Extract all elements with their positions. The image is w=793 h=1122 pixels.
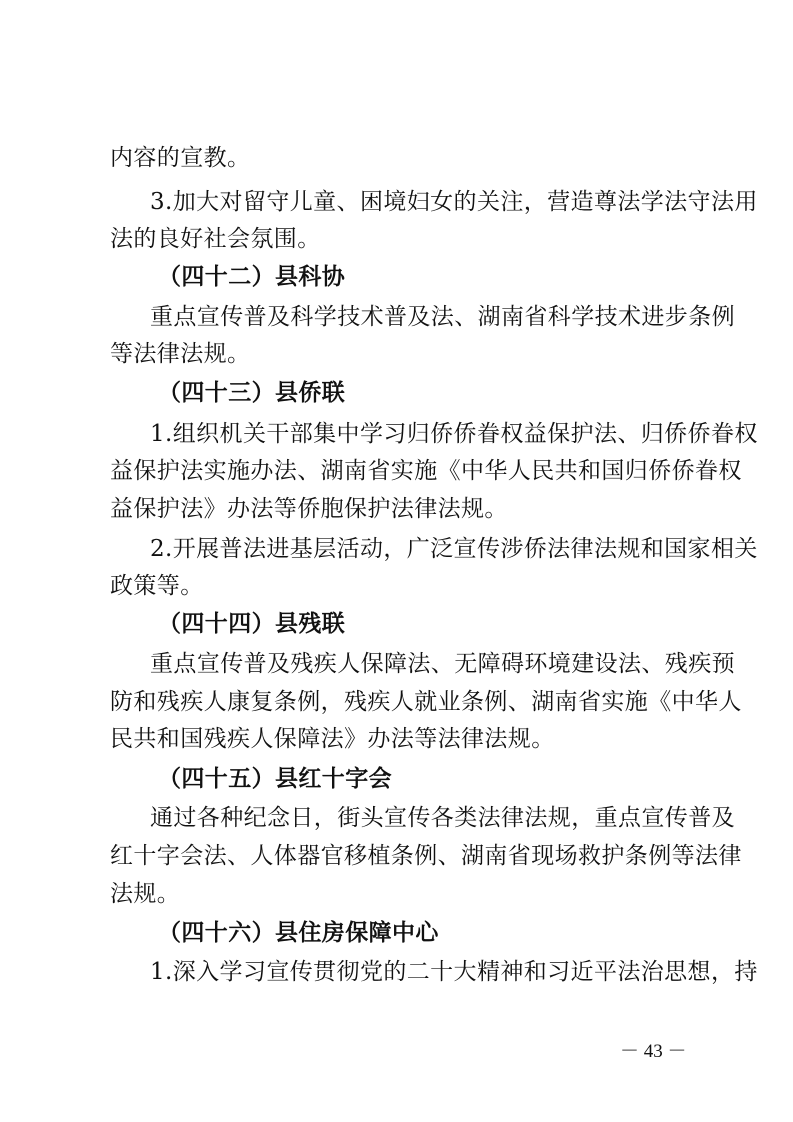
page-number: － 43 － [620,1041,687,1062]
section-heading-42: （四十二）县科协 [158,263,346,290]
text-line: 政策等。 [110,573,204,599]
text-line-item: 1.组织机关干部集中学习归侨侨眷权益保护法、归侨侨眷权 [150,421,758,447]
text-line: 等法律法规。 [110,341,251,367]
text-line: 民共和国残疾人保障法》办法等法律法规。 [110,726,555,752]
section-heading-43: （四十三）县侨联 [158,379,346,406]
text-line: 法的良好社会氛围。 [110,226,321,252]
text-line: 重点宣传普及残疾人保障法、无障碍环境建设法、残疾预 [150,651,735,677]
text-line-item: 3.加大对留守儿童、困境妇女的关注，营造尊法学法守法用 [150,189,758,215]
section-heading-46: （四十六）县住房保障中心 [158,919,439,946]
text-line: 法规。 [110,881,181,907]
text-line: 通过各种纪念日，街头宣传各类法律法规，重点宣传普及 [150,805,735,831]
text-line: 重点宣传普及科学技术普及法、湖南省科学技术进步条例 [150,304,735,330]
text-line: 益保护法》办法等侨胞保护法律法规。 [110,496,508,522]
text-line-continuation: 内容的宣教。 [110,145,251,171]
section-heading-44: （四十四）县残联 [158,610,346,637]
text-line-item: 2.开展普法进基层活动，广泛宣传涉侨法律法规和国家相关 [150,536,758,562]
text-line-item: 1.深入学习宣传贯彻党的二十大精神和习近平法治思想，持 [150,959,758,985]
text-line: 防和残疾人康复条例，残疾人就业条例、湖南省实施《中华人 [110,689,742,715]
text-line: 红十字会法、人体器官移植条例、湖南省现场救护条例等法律 [110,843,742,869]
section-heading-45: （四十五）县红十字会 [158,765,392,792]
text-line: 益保护法实施办法、湖南省实施《中华人民共和国归侨侨眷权 [110,458,742,484]
